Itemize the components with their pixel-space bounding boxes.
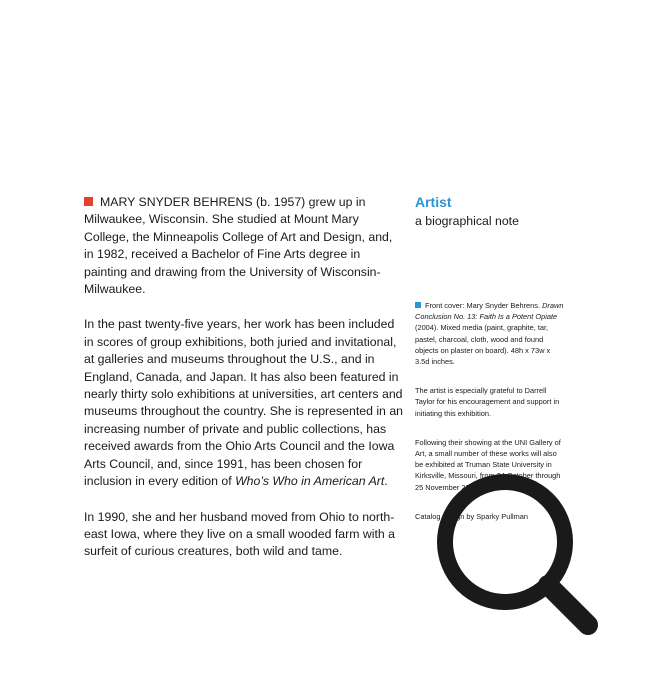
magnifier-icon[interactable] xyxy=(430,470,610,650)
exhibition-note: Following their showing at the UNI Gallery of Art, a small number of these works will also be exhibited at Truman State University in Kirksville, Missouri, from 24 October through 25 November 2005. xyxy=(415,437,561,492)
bio-paragraph-2-end: . xyxy=(384,474,388,489)
magnifier-handle xyxy=(548,585,588,625)
acknowledgement-note: The artist is especially grateful to Darrell Taylor for his encouragement and support in initiating this exhibition. xyxy=(415,386,560,418)
cover-artwork-title: Drawn Conclusion No. 13: Faith Is a Potent Opiate xyxy=(415,301,564,322)
biography-text xyxy=(84,194,404,579)
bio-paragraph-2-text: In the past twenty-five years, her work has been included in scores of group exhibitions, both juried and invitational, at galleries and museums throughout the U.S., and in England, Canada, and Japan. It has also been featured in nearly thirty solo exhibitions at universities, art centers and museums throughout the country. She is represented in an increasing number of private and public collections, has received awards from the Ohio Arts Council and the Iowa Arts Council, and, since 1991, has been chosen for inclusion in every edition of xyxy=(84,317,403,489)
side-header xyxy=(415,194,575,230)
publication-title: Who’s Who in American Art xyxy=(235,474,385,489)
artist-name: MARY SNYDER BEHRENS xyxy=(100,195,253,209)
blue-square-bullet-icon xyxy=(415,302,421,308)
red-square-bullet-icon xyxy=(84,197,93,206)
cover-caption-lead: Front cover: Mary Snyder Behrens. xyxy=(425,301,541,310)
cover-caption xyxy=(415,300,565,367)
bio-intro-text: (b. 1957) grew up in Milwaukee, Wisconsin. She studied at Mount Mary College, the Minneapolis College of Art and Design, and, in 1982, received a Bachelor of Fine Arts degree in painting and drawing from the University of Wisconsin-Milwaukee. xyxy=(84,195,393,297)
cover-caption-details: (2004). Mixed media (paint, graphite, tar, pastel, charcoal, cloth, wood and found objects on plaster on board). 48h x 73w x 3.5d inches. xyxy=(415,323,551,367)
section-subheading: a biographical note xyxy=(415,214,519,228)
bio-paragraph-3: In 1990, she and her husband moved from Ohio to north-east Iowa, where they live on a small wooded farm with a surfeit of curious creatures, both wild and tame. xyxy=(84,509,395,559)
bio-paragraph-1 xyxy=(84,194,404,298)
design-credit: Catalog design by Sparky Pullman xyxy=(415,511,528,521)
bio-paragraph-2 xyxy=(84,316,404,490)
section-heading: Artist xyxy=(415,194,452,210)
